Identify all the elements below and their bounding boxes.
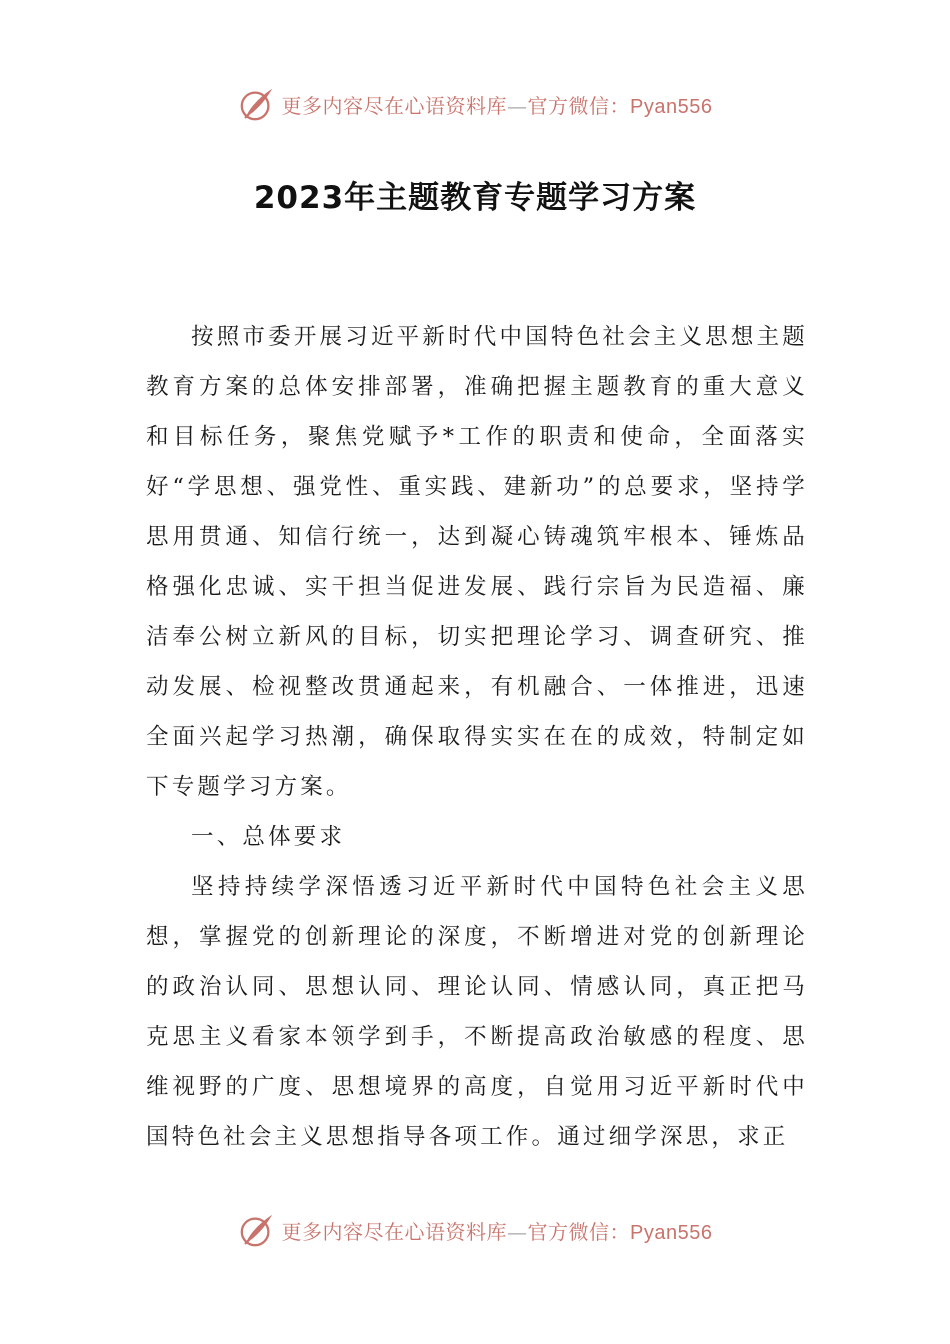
watermark-prefix: 更多内容尽在心语资料库 xyxy=(281,93,508,118)
watermark-middle: 官方微信： xyxy=(527,93,631,118)
watermark-text xyxy=(282,1216,713,1245)
paragraph-requirements: 坚持持续学深悟透习近平新时代中国特色社会主义思想，掌握党的创新理论的深度，不断增进对党的创新理论的政治认同、思想认同、理论认同、情感认同，真正把马克思主义看家本领学到手，不断提高政治敏感的程度、思维视野的广度、思想境界的高度，自觉用习近平新时代中国特色社会主义思想指导各项工作。通过细学深思，求正 xyxy=(146,874,808,1150)
header-watermark xyxy=(0,84,950,124)
document-title: 2023年主题教育专题学习方案 xyxy=(253,180,697,216)
quill-logo-icon xyxy=(238,85,276,123)
document-body xyxy=(146,312,808,1162)
footer-watermark xyxy=(0,1210,950,1250)
paragraph-intro: 按照市委开展习近平新时代中国特色社会主义思想主题教育方案的总体安排部署，准确把握主题教育的重大意义和目标任务，聚焦党赋予*工作的职责和使命，全面落实好“学思想、强党性、重实践、建新功”的总要求，坚持学思用贯通、知信行统一，达到凝心铸魂筑牢根本、锤炼品格强化忠诚、实干担当促进发展、践行宗旨为民造福、廉洁奉公树立新风的目标，切实把理论学习、调查研究、推动发展、检视整改贯通起来，有机融合、一体推进，迅速全面兴起学习热潮，确保取得实实在在的成效，特制定如下专题学习方案。 xyxy=(146,324,808,800)
watermark-handle: Pyan556 xyxy=(630,1221,713,1244)
section-heading: 一、总体要求 xyxy=(191,824,346,850)
watermark-dash: — xyxy=(507,1219,528,1244)
quill-logo-icon xyxy=(238,1211,276,1249)
watermark-dash: — xyxy=(507,93,528,118)
watermark-handle: Pyan556 xyxy=(630,95,713,118)
watermark-middle: 官方微信： xyxy=(527,1219,631,1244)
watermark-text xyxy=(282,90,713,119)
watermark-prefix: 更多内容尽在心语资料库 xyxy=(281,1219,508,1244)
